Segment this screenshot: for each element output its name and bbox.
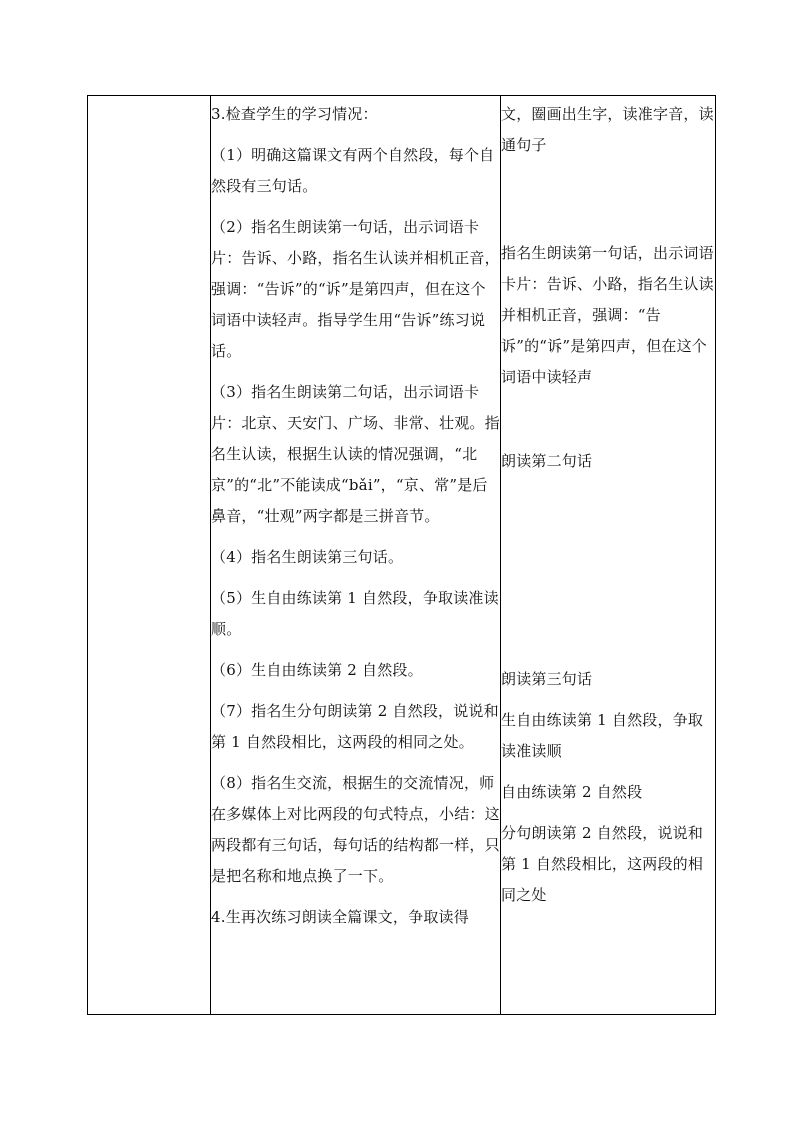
activity-7: 分句朗读第 2 自然段，说说和第 1 自然段相比，这两段的相同之处 [501, 824, 704, 904]
step-3-item-7: （7）指名生分句朗读第 2 自然段，说说和第 1 自然段相比，这两段的相同之处。 [211, 702, 499, 751]
activity-5: 生自由练读第 1 自然段，争取读准读顺 [501, 711, 704, 760]
activity-6: 自由练读第 2 自然段 [501, 783, 643, 801]
step-3-item-1: （1）明确这篇课文有两个自然段，每个自然段有三句话。 [211, 146, 495, 195]
table-row [88, 96, 716, 1015]
step-3-item-6: （6）生自由练读第 2 自然段。 [211, 661, 423, 679]
activity-4: 朗读第三句话 [501, 670, 593, 688]
step-3-item-3: （3）指名生朗读第二句话，出示词语卡片：北京、天安门、广场、非常、壮观。指名生认读，根据生认读的情况强调，“北京”的“北”不能读成“bǎi”，“京、常”是后鼻音，“壮观”两字都是三拼音节。 [211, 383, 500, 525]
student-activity-cell [501, 96, 716, 1015]
teaching-process-cell [211, 96, 501, 1015]
activity-1: 文，圈画出生字，读准字音，读通句子 [501, 105, 714, 154]
step-3-item-8: （8）指名生交流，根据生的交流情况，师在多媒体上对比两段的句式特点，小结：这两段都有三句话，每句话的结构都一样，只是把名称和地点换了一下。 [211, 774, 500, 885]
step-4-heading: 4.生再次练习朗读全篇课文，争取读得 [211, 908, 469, 926]
step-3-item-4: （4）指名生朗读第三句话。 [211, 548, 404, 566]
lesson-plan-table [87, 95, 716, 1015]
step-3-item-2: （2）指名生朗读第一句话，出示词语卡片：告诉、小路，指名生认读并相机正音，强调：“告诉”的“诉”是第四声，但在这个词语中读轻声。指导学生用“告诉”练习说话。 [211, 218, 500, 360]
step-3-item-5: （5）生自由练读第 1 自然段，争取读准读顺。 [211, 589, 499, 638]
step-3-heading: 3.检查学生的学习情况： [211, 105, 378, 123]
activity-2: 指名生朗读第一句话，出示词语卡片：告诉、小路，指名生认读并相机正音，强调：“告诉”的“诉”是第四声，但在这个词语中读轻声 [501, 244, 714, 386]
activity-3: 朗读第二句话 [501, 452, 593, 470]
section-column-cell [88, 96, 211, 1015]
